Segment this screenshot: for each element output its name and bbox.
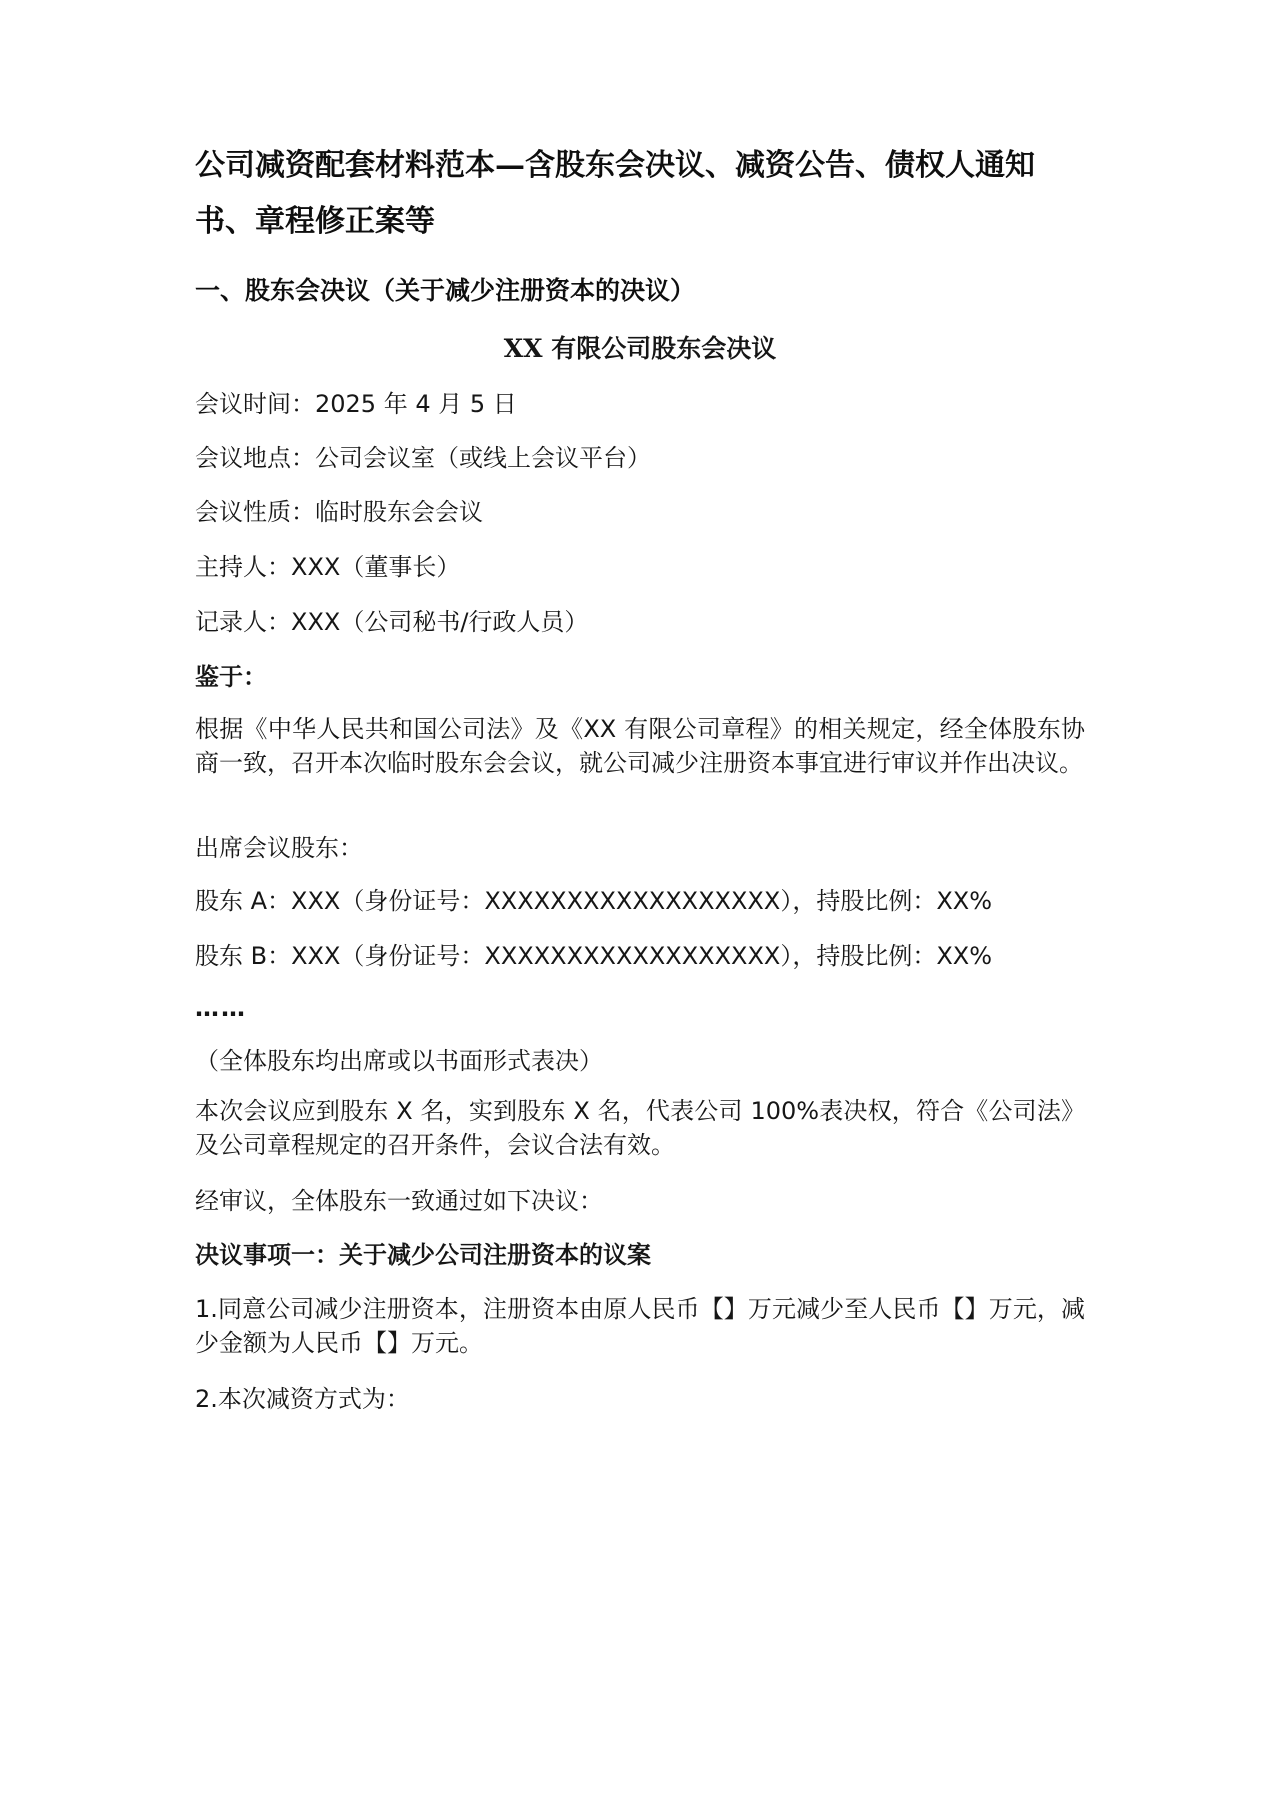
meeting-time: 会议时间：2025 年 4 月 5 日 <box>195 390 517 418</box>
meeting-nature: 会议性质：临时股东会会议 <box>195 498 483 526</box>
whereas-paragraph: 根据《中华人民共和国公司法》及《XX 有限公司章程》的相关规定，经全体股东协商一致，召开本次临时股东会会议，就公司减少注册资本事宜进行审议并作出决议。 <box>195 715 1085 777</box>
meeting-location: 会议地点：公司会议室（或线上会议平台） <box>195 444 651 472</box>
review-statement: 经审议，全体股东一致通过如下决议： <box>195 1187 603 1215</box>
resolution-item-2-text: 2.本次减资方式为： <box>195 1385 410 1413</box>
shareholder-a: 股东 A：XXX（身份证号：XXXXXXXXXXXXXXXXXX），持股比例：XX% <box>195 887 993 915</box>
document-title-line-1: 公司减资配套材料范本—含股东会决议、减资公告、债权人通知 <box>195 148 1035 183</box>
resolution-title: XX 有限公司股东会决议 <box>503 334 777 363</box>
resolution-item-1-heading: 决议事项一：关于减少公司注册资本的议案 <box>195 1240 651 1269</box>
attendance-note: （全体股东均出席或以书面形式表决） <box>195 1047 603 1075</box>
quorum-paragraph: 本次会议应到股东 X 名，实到股东 X 名，代表公司 100%表决权，符合《公司法》及公司章程规定的召开条件，会议合法有效。 <box>195 1097 1085 1159</box>
meeting-host: 主持人：XXX（董事长） <box>195 553 461 581</box>
whereas-label: 鉴于： <box>195 662 267 691</box>
attendees-label: 出席会议股东： <box>195 834 363 862</box>
document-title-line-2: 书、章程修正案等 <box>195 204 435 239</box>
meeting-recorder: 记录人：XXX（公司秘书/行政人员） <box>195 608 589 636</box>
shareholder-b: 股东 B：XXX（身份证号：XXXXXXXXXXXXXXXXXX），持股比例：XX% <box>195 942 993 970</box>
ellipsis: …… <box>195 994 247 1022</box>
resolution-item-1-text: 1.同意公司减少注册资本，注册资本由原人民币【】万元减少至人民币【】万元，减少金额为人民币【】万元。 <box>195 1295 1085 1357</box>
section-heading: 一、股东会决议（关于减少注册资本的决议） <box>195 276 696 305</box>
